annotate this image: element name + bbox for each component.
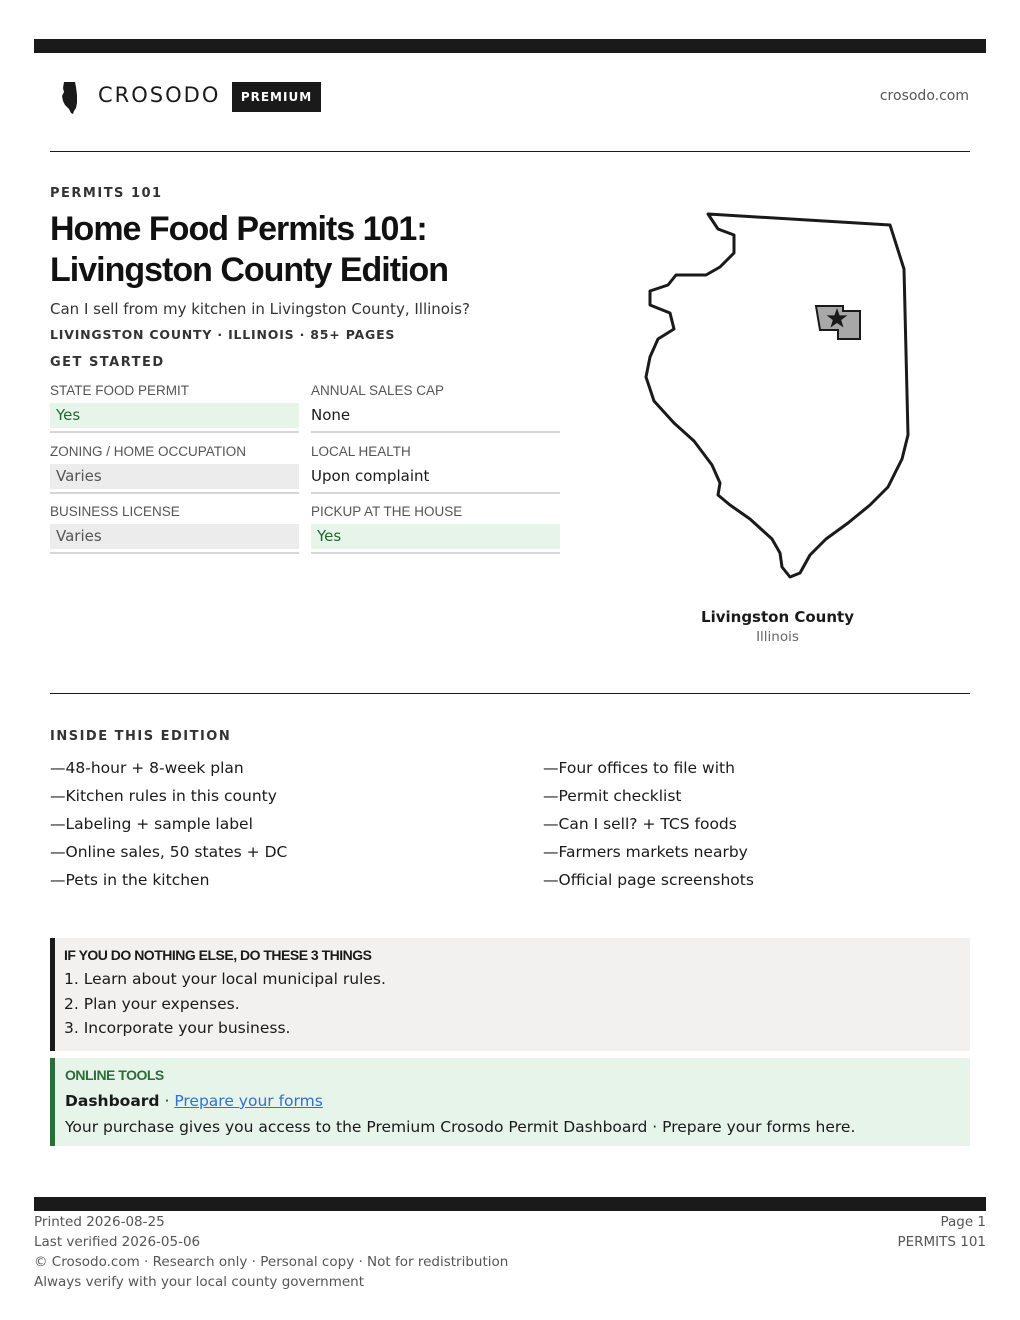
edition-meta: LIVINGSTON COUNTY · ILLINOIS · 85+ PAGES	[50, 327, 396, 342]
toc-item: —Four offices to file with	[543, 759, 735, 777]
section-divider	[50, 693, 970, 694]
toc-item: —Pets in the kitchen	[50, 871, 210, 889]
section-kicker: PERMITS 101	[50, 186, 163, 201]
page-title	[50, 209, 610, 291]
fact-pickup-at-house	[311, 504, 560, 554]
header-divider	[50, 151, 970, 152]
copyright-notice: © Crosodo.com · Research only · Personal copy · Not for redistribution	[34, 1254, 509, 1270]
illinois-logo-icon	[60, 81, 82, 115]
fact-label: STATE FOOD PERMIT	[50, 383, 190, 398]
toc-item: —Official page screenshots	[543, 871, 754, 889]
fact-label: BUSINESS LICENSE	[50, 504, 180, 519]
verify-note: Always verify with your local county government	[34, 1274, 364, 1290]
toc-item: —Farmers markets nearby	[543, 843, 748, 861]
fact-value: None	[311, 406, 351, 424]
illinois-map	[640, 205, 920, 585]
toc-item: —48-hour + 8-week plan	[50, 759, 244, 777]
callout-item: 1. Learn about your local municipal rules.	[64, 970, 386, 988]
page-number: Page 1	[940, 1214, 986, 1230]
tools-links-line	[65, 1088, 970, 1114]
fact-zoning	[50, 444, 299, 494]
toc-item: —Labeling + sample label	[50, 815, 253, 833]
footer-section: PERMITS 101	[897, 1234, 986, 1250]
tools-separator: ·	[159, 1092, 175, 1110]
header	[50, 78, 970, 118]
online-tools-panel	[50, 1058, 970, 1146]
fact-value: Yes	[311, 524, 560, 549]
fact-state-food-permit	[50, 383, 299, 433]
toc-item: —Kitchen rules in this county	[50, 787, 277, 805]
dashboard-label: Dashboard	[65, 1092, 160, 1110]
fact-label: PICKUP AT THE HOUSE	[311, 504, 463, 519]
page-subtitle: Can I sell from my kitchen in Livingston County, Illinois?	[50, 300, 470, 318]
fact-value: Upon complaint	[311, 467, 430, 485]
fact-label: LOCAL HEALTH	[311, 444, 411, 459]
callout-heading: IF YOU DO NOTHING ELSE, DO THESE 3 THINGS	[64, 947, 372, 963]
get-started-heading: GET STARTED	[50, 355, 165, 370]
illinois-outline	[646, 214, 908, 577]
footer-left	[34, 1212, 508, 1292]
fact-value: Varies	[50, 524, 299, 549]
toc-item: —Permit checklist	[543, 787, 682, 805]
bottom-bar	[34, 1197, 986, 1211]
top-bar	[34, 39, 986, 53]
fact-value: Yes	[50, 403, 299, 428]
premium-badge: PREMIUM	[232, 82, 321, 112]
fact-business-license	[50, 504, 299, 554]
toc-left-column	[50, 757, 490, 897]
printed-date: Printed 2026-08-25	[34, 1214, 165, 1230]
toc-right-column	[543, 757, 983, 897]
three-things-callout	[50, 938, 970, 1051]
fact-local-health	[311, 444, 560, 494]
inside-edition-heading: INSIDE THIS EDITION	[50, 729, 232, 744]
tools-heading: ONLINE TOOLS	[65, 1067, 164, 1083]
title-line-2: Livingston County Edition	[50, 251, 449, 289]
verified-date: Last verified 2026-05-06	[34, 1234, 201, 1250]
callout-item: 2. Plan your expenses.	[64, 994, 240, 1013]
fact-label: ANNUAL SALES CAP	[311, 383, 445, 398]
callout-item: 3. Incorporate your business.	[64, 1019, 291, 1037]
brand-name: CROSODO	[98, 83, 221, 107]
map-county-name: Livingston County	[701, 608, 854, 626]
fact-label: ZONING / HOME OCCUPATION	[50, 444, 247, 459]
toc-item: —Online sales, 50 states + DC	[50, 843, 288, 861]
tools-description: Your purchase gives you access to the Premium Crosodo Permit Dashboard · Prepare your forms here.	[65, 1118, 856, 1136]
fact-annual-sales-cap	[311, 383, 560, 433]
footer-right	[897, 1212, 986, 1252]
toc-item: —Can I sell? + TCS foods	[543, 815, 737, 833]
map-caption	[640, 608, 915, 645]
map-state-name: Illinois	[756, 629, 799, 645]
site-url[interactable]: crosodo.com	[879, 88, 969, 104]
fact-value: Varies	[50, 464, 299, 489]
prepare-forms-link[interactable]: Prepare your forms	[174, 1092, 323, 1110]
title-line-1: Home Food Permits 101:	[50, 210, 427, 248]
